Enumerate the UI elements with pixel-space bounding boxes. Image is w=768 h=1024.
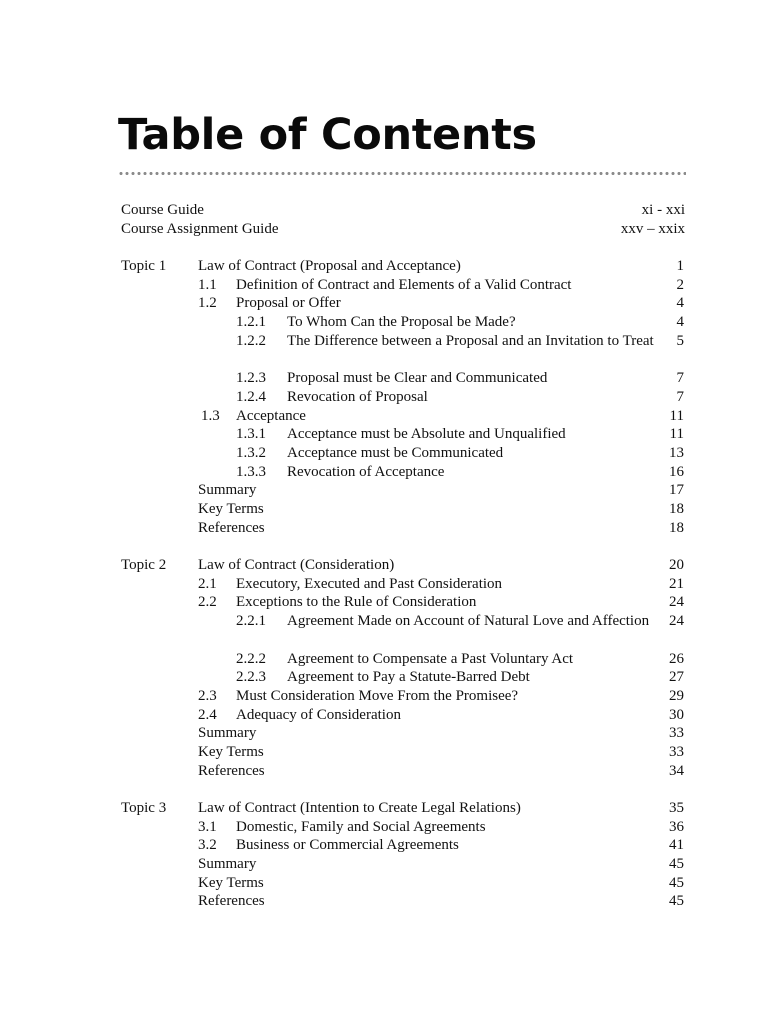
entry-title: Summary bbox=[198, 856, 257, 873]
entry-title: Key Terms bbox=[198, 501, 264, 518]
toc-subsection-entry[interactable] bbox=[0, 668, 768, 687]
section-number: 1.1 bbox=[198, 276, 217, 293]
entry-page: 24 bbox=[669, 594, 684, 611]
subsection-title: The Difference between a Proposal and an Invitation to Treat bbox=[287, 332, 654, 349]
subsection-title: Proposal must be Clear and Communicated bbox=[287, 370, 548, 387]
toc-subsection-entry[interactable] bbox=[0, 463, 768, 482]
subsection-number: 1.2.4 bbox=[236, 388, 266, 405]
entry-page: 13 bbox=[669, 444, 684, 461]
entry-page: 2 bbox=[676, 276, 684, 293]
toc-key-terms-entry[interactable] bbox=[0, 874, 768, 893]
section-number: 3.2 bbox=[198, 837, 217, 854]
toc-references-entry[interactable] bbox=[0, 762, 768, 781]
subsection-number: 2.2.2 bbox=[236, 650, 266, 667]
toc-section-entry[interactable] bbox=[0, 687, 768, 706]
entry-page: 33 bbox=[669, 725, 684, 742]
topic-label: Topic 3 bbox=[121, 800, 167, 817]
entry-page: 33 bbox=[669, 743, 684, 760]
topic-title: Law of Contract (Consideration) bbox=[198, 557, 395, 574]
toc-topic-heading[interactable] bbox=[0, 799, 768, 818]
section-title: Business or Commercial Agreements bbox=[236, 837, 459, 854]
entry-page: 18 bbox=[669, 519, 684, 536]
topic-title: Law of Contract (Proposal and Acceptance) bbox=[198, 258, 461, 275]
section-number: 3.1 bbox=[198, 818, 217, 835]
entry-page: 36 bbox=[669, 818, 684, 835]
toc-entry-course-guide[interactable] bbox=[0, 201, 768, 220]
section-number: 2.3 bbox=[198, 687, 217, 704]
toc-section-entry[interactable] bbox=[0, 593, 768, 612]
toc-summary-entry[interactable] bbox=[0, 724, 768, 743]
toc-summary-entry[interactable] bbox=[0, 855, 768, 874]
entry-page: 5 bbox=[676, 332, 684, 349]
subsection-number: 1.2.3 bbox=[236, 370, 266, 387]
entry-page: xi - xxi bbox=[641, 202, 685, 218]
subsection-number: 1.3.3 bbox=[236, 463, 266, 480]
toc-section-entry[interactable] bbox=[0, 407, 768, 426]
toc-subsection-entry[interactable] bbox=[0, 612, 768, 649]
dotted-divider bbox=[118, 171, 686, 176]
entry-page: 30 bbox=[669, 706, 684, 723]
entry-label: Course Assignment Guide bbox=[121, 220, 279, 237]
entry-title: Summary bbox=[198, 482, 257, 499]
subsection-title: Agreement to Pay a Statute-Barred Debt bbox=[287, 669, 530, 686]
entry-page: 24 bbox=[669, 613, 684, 630]
section-title: Executory, Executed and Past Consideration bbox=[236, 575, 503, 592]
toc-key-terms-entry[interactable] bbox=[0, 743, 768, 762]
section-title: Exceptions to the Rule of Consideration bbox=[236, 594, 477, 611]
entry-page: 21 bbox=[669, 575, 684, 592]
entry-title: References bbox=[198, 519, 265, 536]
toc-subsection-entry[interactable] bbox=[0, 388, 768, 407]
section-title: Definition of Contract and Elements of a Valid Contract bbox=[236, 276, 572, 293]
section-number: 2.1 bbox=[198, 575, 217, 592]
toc-section-entry[interactable] bbox=[0, 706, 768, 725]
subsection-number: 1.2.2 bbox=[236, 332, 266, 349]
toc-topic-heading[interactable] bbox=[0, 556, 768, 575]
section-number: 1.3 bbox=[201, 407, 220, 424]
entry-page: 29 bbox=[669, 687, 684, 704]
entry-page: 4 bbox=[676, 295, 684, 312]
subsection-number: 1.3.2 bbox=[236, 444, 266, 461]
subsection-number: 1.2.1 bbox=[236, 314, 266, 331]
entry-page: 20 bbox=[669, 557, 684, 574]
subsection-title: Agreement Made on Account of Natural Love and Affection bbox=[287, 613, 650, 630]
toc-subsection-entry[interactable] bbox=[0, 332, 768, 369]
table-of-contents bbox=[0, 201, 768, 911]
subsection-number: 1.3.1 bbox=[236, 426, 266, 443]
toc-topic-heading[interactable] bbox=[0, 257, 768, 276]
toc-subsection-entry[interactable] bbox=[0, 425, 768, 444]
entry-page: 11 bbox=[669, 407, 684, 424]
topic-label: Topic 1 bbox=[121, 258, 167, 275]
entry-page: 16 bbox=[669, 463, 684, 480]
section-number: 2.4 bbox=[198, 706, 217, 723]
entry-page: 7 bbox=[676, 370, 684, 387]
toc-section-entry[interactable] bbox=[0, 836, 768, 855]
page-title: Table of Contents bbox=[118, 110, 537, 160]
subsection-title: Revocation of Proposal bbox=[287, 388, 428, 405]
toc-subsection-entry[interactable] bbox=[0, 444, 768, 463]
toc-subsection-entry[interactable] bbox=[0, 650, 768, 669]
toc-key-terms-entry[interactable] bbox=[0, 500, 768, 519]
entry-title: Summary bbox=[198, 725, 257, 742]
entry-page: 45 bbox=[669, 874, 684, 891]
toc-summary-entry[interactable] bbox=[0, 481, 768, 500]
subsection-title: Revocation of Acceptance bbox=[287, 463, 445, 480]
entry-title: Key Terms bbox=[198, 874, 264, 891]
entry-page: 35 bbox=[669, 800, 684, 817]
entry-page: 26 bbox=[669, 650, 684, 667]
topic-title: Law of Contract (Intention to Create Legal Relations) bbox=[198, 800, 521, 817]
section-title: Must Consideration Move From the Promisee? bbox=[236, 687, 519, 704]
section-title: Domestic, Family and Social Agreements bbox=[236, 818, 486, 835]
subsection-title: Agreement to Compensate a Past Voluntary Act bbox=[287, 650, 574, 667]
entry-page: 11 bbox=[669, 426, 684, 443]
section-title: Adequacy of Consideration bbox=[236, 706, 401, 723]
topic-label: Topic 2 bbox=[121, 557, 167, 574]
toc-section-entry[interactable] bbox=[0, 276, 768, 295]
subsection-title: To Whom Can the Proposal be Made? bbox=[287, 314, 516, 331]
entry-page: 41 bbox=[669, 837, 684, 854]
toc-section-entry[interactable] bbox=[0, 575, 768, 594]
toc-section-entry[interactable] bbox=[0, 818, 768, 837]
entry-label: Course Guide bbox=[121, 202, 204, 218]
toc-subsection-entry[interactable] bbox=[0, 369, 768, 388]
subsection-number: 2.2.3 bbox=[236, 669, 266, 686]
section-title: Proposal or Offer bbox=[236, 295, 341, 312]
toc-section-entry[interactable] bbox=[0, 294, 768, 313]
entry-page: 7 bbox=[676, 388, 684, 405]
subsection-title: Acceptance must be Communicated bbox=[287, 444, 504, 461]
entry-title: References bbox=[198, 762, 265, 779]
entry-page: xxv – xxix bbox=[620, 220, 685, 237]
entry-page: 45 bbox=[669, 893, 684, 910]
entry-title: Key Terms bbox=[198, 743, 264, 760]
entry-page: 18 bbox=[669, 501, 684, 518]
section-title: Acceptance bbox=[236, 407, 306, 424]
subsection-title: Acceptance must be Absolute and Unqualified bbox=[287, 426, 566, 443]
entry-title: References bbox=[198, 893, 265, 910]
toc-entry-course-assignment-guide[interactable] bbox=[0, 220, 768, 239]
entry-page: 17 bbox=[669, 482, 684, 499]
entry-page: 27 bbox=[669, 669, 684, 686]
subsection-number: 2.2.1 bbox=[236, 613, 266, 630]
entry-page: 45 bbox=[669, 856, 684, 873]
entry-page: 34 bbox=[669, 762, 684, 779]
toc-references-entry[interactable] bbox=[0, 892, 768, 911]
section-number: 2.2 bbox=[198, 594, 217, 611]
toc-references-entry[interactable] bbox=[0, 519, 768, 538]
section-number: 1.2 bbox=[198, 295, 217, 312]
toc-subsection-entry[interactable] bbox=[0, 313, 768, 332]
entry-page: 4 bbox=[676, 314, 684, 331]
entry-page: 1 bbox=[676, 258, 684, 275]
